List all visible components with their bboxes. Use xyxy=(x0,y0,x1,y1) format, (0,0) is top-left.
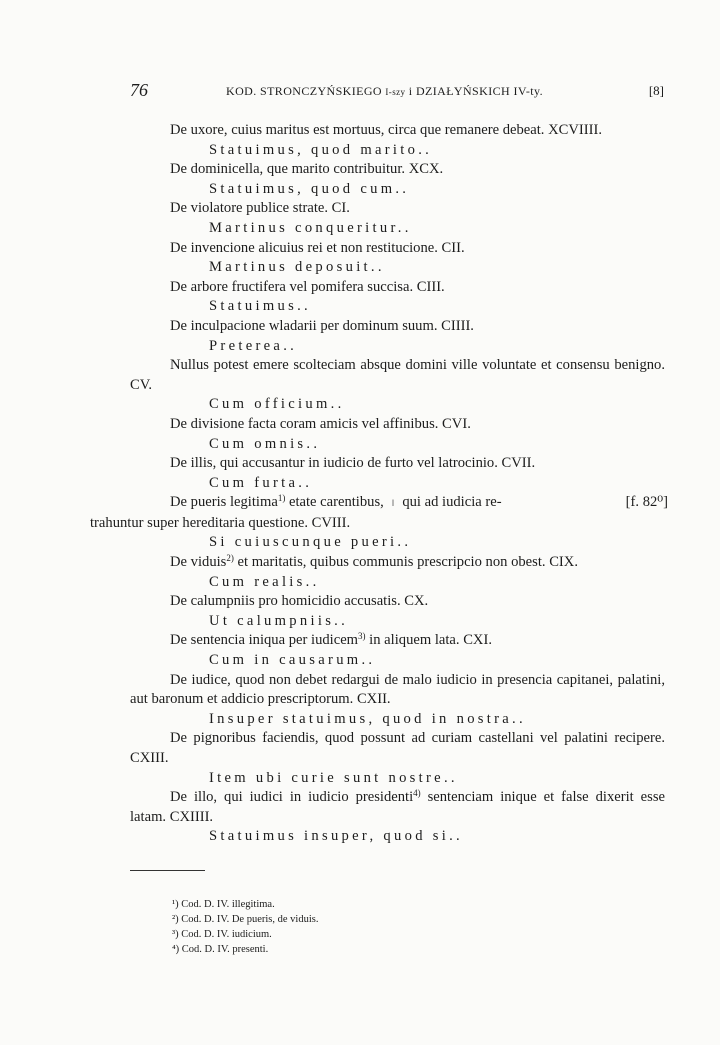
rubric-line: De invencione alicuius rei et non restitucione. CII. xyxy=(170,239,465,256)
incipit-line: Statuimus, quod cum.. xyxy=(209,180,410,197)
folio-reference: [f. 82⁰] xyxy=(625,494,668,511)
folio-mark: ‖ xyxy=(391,498,395,509)
running-header xyxy=(130,82,664,102)
rubric-paragraph: Nullus potest emere scolteciam absque domini ville voluntate et consensu benigno. CV. xyxy=(130,357,665,393)
incipit-line: Cum in causarum.. xyxy=(209,652,376,669)
incipit-line: Cum officium.. xyxy=(209,396,345,413)
document-body xyxy=(90,121,668,847)
footnote: ²) Cod. D. IV. De pueris, de viduis. xyxy=(172,914,319,925)
incipit-line: Preterea.. xyxy=(209,337,298,354)
footnote: ³) Cod. D. IV. iudicium. xyxy=(172,929,272,940)
rubric-line: De dominicella, que marito contribuitur. XCX. xyxy=(170,161,444,178)
incipit-line: Martinus conqueritur.. xyxy=(209,219,412,236)
rubric-line: De sentencia iniqua per iudicem$^{3)}$ in aliquem lata. CXI. xyxy=(170,631,492,649)
rubric-line: De viduis$^{2)}$ et maritatis, quibus communis prescripcio non obest. CIX. xyxy=(170,553,578,571)
rubric-line: De inculpacione wladarii per dominum suum. CIIII. xyxy=(170,317,474,334)
footnotes xyxy=(172,897,318,957)
incipit-line: Cum furta.. xyxy=(209,474,313,491)
footnote-ref: 3) xyxy=(358,631,366,642)
incipit-line: Statuimus, quod marito.. xyxy=(209,141,433,158)
incipit-line: Cum realis.. xyxy=(209,573,320,590)
rubric-line: De violatore publice strate. CI. xyxy=(170,200,350,217)
footnote-ref: 4) xyxy=(413,788,421,799)
footnote-divider xyxy=(130,870,205,871)
running-title: KOD. STRONCZYŃSKIEGO I-szy i DZIAŁYŃSKICH IV-ty. xyxy=(226,84,543,98)
incipit-line: Cum omnis.. xyxy=(209,435,321,452)
rubric-paragraph: De illo, qui iudici in iudicio presidenti$^{4)}$ sentenciam inique et false dixerit esse latam. CXIIII. xyxy=(130,788,665,825)
rubric-line: De calumpniis pro homicidio accusatis. CX. xyxy=(170,593,429,610)
footnote-ref: 1) xyxy=(277,493,286,504)
rubric-paragraph: De pueris legitima$^{1)}$ etate carentibus, ‖ qui ad iudicia re- [f. 82⁰] trahuntur super hereditaria questione. CVIII. xyxy=(90,493,668,531)
footnote: ¹) Cod. D. IV. illegitima. xyxy=(172,899,275,910)
rubric-paragraph: De pignoribus faciendis, quod possunt ad curiam castellani vel palatini recipere. CXIII. xyxy=(130,730,665,766)
incipit-line: Statuimus insuper, quod si.. xyxy=(209,828,463,845)
footnote-ref: 2) xyxy=(226,553,234,564)
page-number: 76 xyxy=(130,80,148,100)
footnote: ⁴) Cod. D. IV. presenti. xyxy=(172,944,269,955)
page-bracket: [8] xyxy=(648,83,664,98)
incipit-line: Martinus deposuit.. xyxy=(209,259,385,276)
incipit-line: Insuper statuimus, quod in nostra.. xyxy=(209,710,526,727)
incipit-line: Ut calumpniis.. xyxy=(209,612,349,629)
rubric-paragraph: De iudice, quod non debet redargui de malo iudicio in presencia capitanei, palatini, aut baronum et addicio prescriptorum. CXII. xyxy=(130,671,665,708)
rubric-line: De arbore fructifera vel pomifera succisa. CIII. xyxy=(170,278,445,295)
rubric-line: De uxore, cuius maritus est mortuus, circa que remanere debeat. XCVIIII. xyxy=(170,122,602,138)
rubric-line: De illis, qui accusantur in iudicio de furto vel latrocinio. CVII. xyxy=(170,455,536,472)
incipit-line: Statuimus.. xyxy=(209,298,311,315)
incipit-line: Item ubi curie sunt nostre.. xyxy=(209,769,458,786)
rubric-line: De divisione facta coram amicis vel affinibus. CVI. xyxy=(170,415,471,432)
incipit-line: Si cuiuscunque pueri.. xyxy=(209,534,412,551)
